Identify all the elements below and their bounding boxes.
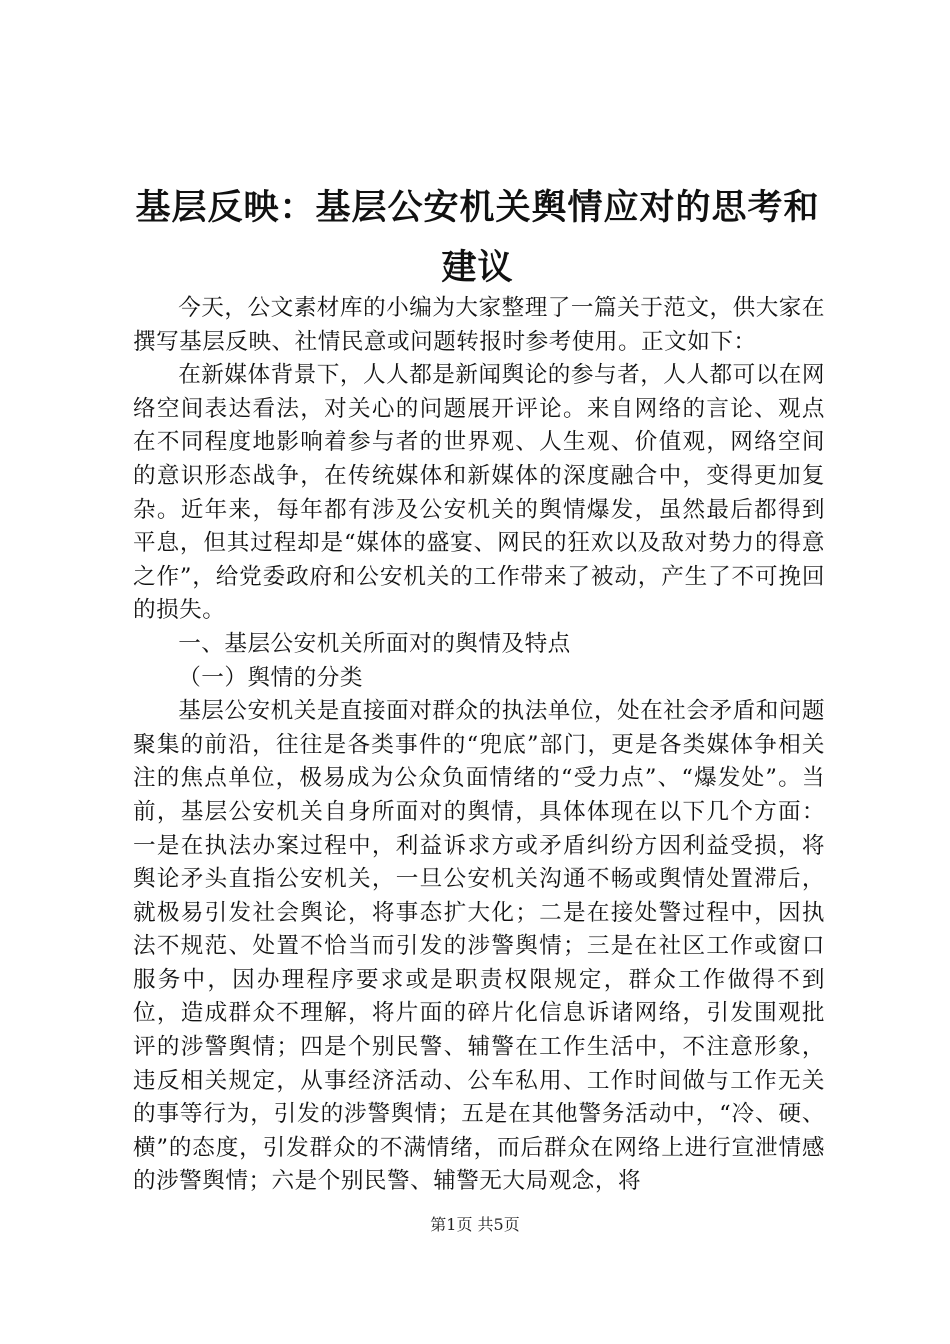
document-body — [133, 292, 825, 1199]
intro-paragraph: 今天，公文素材库的小编为大家整理了一篇关于范文，供大家在撰写基层反映、社情民意或问题转报时参考使用。正文如下： — [133, 295, 825, 355]
page-footer: 第1页 共5页 — [430, 1215, 520, 1234]
document-title: 基层反映：基层公安机关舆情应对的思考和建议 — [135, 188, 820, 288]
body-paragraph: 基层公安机关是直接面对群众的执法单位，处在社会矛盾和问题聚集的前沿，往往是各类事件的“兜底”部门，更是各类媒体争相关注的焦点单位，极易成为公众负面情绪的“受力点”、“爆发处”。当前，基层公安机关自身所面对的舆情，具体体现在以下几个方面：一是在执法办案过程中，利益诉求方或矛盾纠纷方因利益受损，将舆论矛头直指公安机关，一旦公安机关沟通不畅或舆情处置滞后，就极易引发社会舆论，将事态扩大化；二是在接处警过程中，因执法不规范、处置不恰当而引发的涉警舆情；三是在社区工作或窗口服务中，因办理程序要求或是职责权限规定，群众工作做得不到位，造成群众不理解，将片面的碎片化信息诉诸网络，引发围观批评的涉警舆情；四是个别民警、辅警在工作生活中，不注意形象，违反相关规定，从事经济活动、公车私用、工作时间做与工作无关的事等行为，引发的涉警舆情；五是在其他警务活动中，“冷、硬、横”的态度，引发群众的不满情绪，而后群众在网络上进行宣泄情感的涉警舆情；六是个别民警、辅警无大局观念，将 — [133, 698, 825, 1195]
section-heading: 一、基层公安机关所面对的舆情及特点 — [178, 630, 571, 657]
subsection-heading: （一）舆情的分类 — [178, 664, 363, 691]
body-paragraph: 在新媒体背景下，人人都是新闻舆论的参与者，人人都可以在网络空间表达看法，对关心的问题展开评论。来自网络的言论、观点在不同程度地影响着参与者的世界观、人生观、价值观，网络空间的意识形态战争，在传统媒体和新媒体的深度融合中，变得更加复杂。近年来，每年都有涉及公安机关的舆情爆发，虽然最后都得到平息，但其过程却是“媒体的盛宴、网民的狂欢以及敌对势力的得意之作”，给党委政府和公安机关的工作带来了被动，产生了不可挽回的损失。 — [133, 362, 825, 624]
